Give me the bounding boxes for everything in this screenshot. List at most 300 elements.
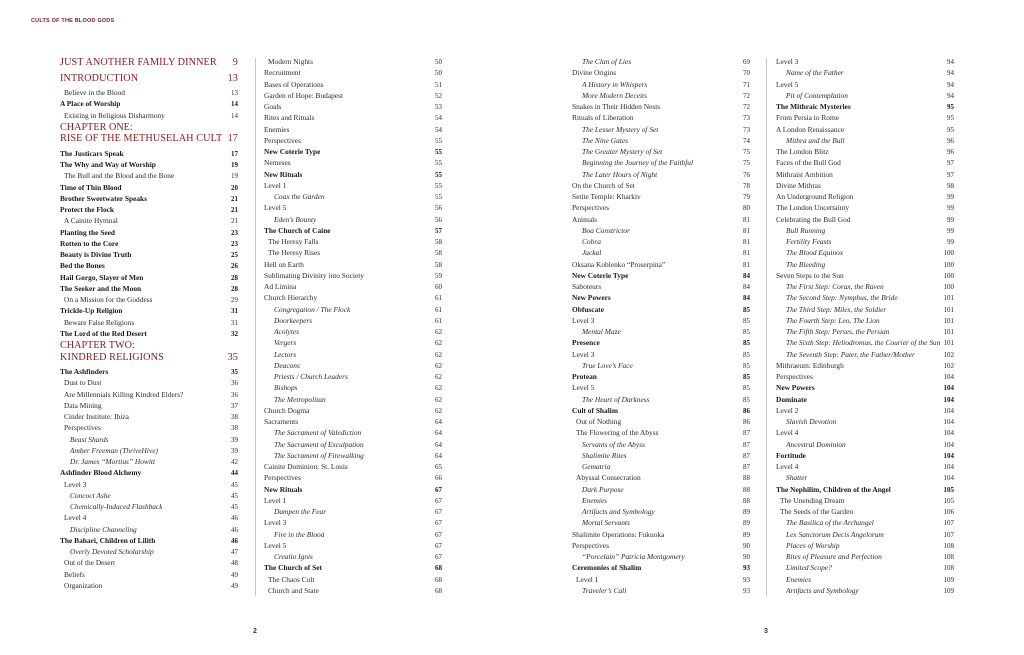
toc-entry-page: 73 xyxy=(743,114,750,123)
toc-entry xyxy=(572,451,750,462)
toc-entry-title: Time of Thin Blood xyxy=(60,182,122,192)
toc-entry xyxy=(572,226,750,237)
toc-entry xyxy=(264,125,442,136)
toc-entry-title: Eden’s Bounty xyxy=(274,214,317,224)
toc-entry-page: 94 xyxy=(947,69,954,78)
toc-entry-title: Beauty is Divine Truth xyxy=(60,250,132,259)
toc-entry-title: The Heresy Falls xyxy=(268,237,319,246)
toc-entry-page: 64 xyxy=(435,418,442,426)
toc-entry-title: Level 1 xyxy=(576,574,599,584)
toc-entry xyxy=(572,147,750,158)
toc-entry-title: New Powers xyxy=(776,383,815,393)
toc-entry xyxy=(60,390,238,401)
toc-entry xyxy=(60,446,238,457)
toc-entry xyxy=(264,372,442,383)
toc-entry-title: Seven Steps to the Sun xyxy=(776,270,844,280)
toc-entry-title: The Nephilim, Children of the Angel xyxy=(776,484,891,494)
toc-entry-title: Acolytes xyxy=(274,327,300,336)
toc-entry-page: 101 xyxy=(943,316,954,325)
toc-entry-title: Perspectives xyxy=(264,473,301,483)
toc-entry-page: 48 xyxy=(231,559,238,568)
toc-entry xyxy=(572,260,750,271)
toc-entry-page: 81 xyxy=(743,215,750,224)
toc-entry-title: The London Blitz xyxy=(776,147,829,156)
toc-entry-page: 56 xyxy=(435,215,442,224)
toc-entry-page: 17 xyxy=(227,133,238,145)
toc-entry xyxy=(264,113,442,124)
toc-entry-page: 101 xyxy=(943,328,954,336)
toc-entry-title: Cult of Shalim xyxy=(572,405,618,415)
toc-entry-page: 67 xyxy=(435,519,442,528)
toc-entry-page: 85 xyxy=(743,350,750,359)
toc-entry-title: Existing in Religious Disharmony xyxy=(64,110,165,120)
toc-entry-title: Divine Origins xyxy=(572,68,617,78)
toc-entry-title: The Unending Dream xyxy=(780,495,845,505)
toc-entry xyxy=(572,383,750,394)
toc-entry-title: Goals xyxy=(264,102,282,111)
toc-entry-title: Fertility Feasts xyxy=(786,237,832,246)
toc-entry-page: 64 xyxy=(435,451,442,460)
toc-entry-page: 37 xyxy=(231,401,238,410)
toc-entry-page: 14 xyxy=(231,100,238,109)
toc-entry-page: 87 xyxy=(743,440,750,449)
toc-entry-page: 21 xyxy=(231,206,238,214)
toc-entry xyxy=(776,383,954,394)
toc-entry-page: 104 xyxy=(943,384,954,393)
toc-entry-title: Level 1 xyxy=(264,495,287,505)
toc-entry-title: The Why and Way of Worship xyxy=(60,160,156,169)
toc-entry-page: 85 xyxy=(743,373,750,381)
toc-entry-page: 109 xyxy=(943,575,954,584)
toc-entry-title: The Mithraic Mysteries xyxy=(776,102,851,111)
toc-entry xyxy=(264,237,442,248)
toc-entry-page: 14 xyxy=(231,111,238,120)
toc-entry xyxy=(264,282,442,293)
toc-entry-title: Bull Running xyxy=(786,225,826,235)
toc-entry-title: Traveler’s Call xyxy=(582,585,627,595)
toc-entry-title: Trickle-Up Religion xyxy=(60,306,123,316)
toc-entry xyxy=(776,395,954,406)
toc-entry-title: Fire in the Blood xyxy=(274,529,325,539)
toc-entry xyxy=(60,547,238,558)
toc-entry-title: Coax the Garden xyxy=(274,192,325,201)
toc-entry-title: Level 1 xyxy=(264,180,287,190)
toc-entry-page: 90 xyxy=(743,553,750,561)
toc-entry xyxy=(264,68,442,79)
toc-entry xyxy=(572,518,750,529)
toc-entry-page: 96 xyxy=(947,148,954,156)
toc-entry xyxy=(572,428,750,439)
toc-entry-title: Creatio Ignis xyxy=(274,552,313,561)
toc-entry-page: 50 xyxy=(435,69,442,78)
toc-entry-title: Are Millennials Killing Kindred Elders? xyxy=(64,389,184,399)
toc-entry-title: The Bull and the Blood and the Bone xyxy=(64,171,175,181)
toc-entry-title: Level 3 xyxy=(64,479,87,489)
toc-entry xyxy=(776,507,954,518)
toc-entry-title: A London Renaissance xyxy=(776,124,845,134)
toc-entry-page: 58 xyxy=(435,260,442,269)
toc-entry-title: New Coterie Type xyxy=(572,270,629,280)
toc-entry-page: 65 xyxy=(435,463,442,471)
toc-entry-title: Boa Constrictor xyxy=(582,225,630,235)
toc-entry-title: Oksana Koblenko “Proserpina” xyxy=(572,259,666,269)
toc-entry-page: 25 xyxy=(231,251,238,259)
toc-entry-title: Mithraeum: Edinburgh xyxy=(776,360,844,370)
toc-entry-page: 13 xyxy=(227,72,238,84)
toc-entry-page: 101 xyxy=(943,339,954,348)
toc-entry-page: 104 xyxy=(943,373,954,381)
toc-entry-page: 61 xyxy=(435,294,442,303)
toc-entry xyxy=(60,329,238,340)
toc-entry-page: 104 xyxy=(943,440,954,449)
toc-entry-page: 94 xyxy=(947,58,954,66)
toc-entry-title: Ad Limina xyxy=(264,282,297,291)
toc-entry-title: Mortal Servants xyxy=(582,518,630,528)
toc-entry xyxy=(572,563,750,574)
toc-entry xyxy=(60,558,238,569)
toc-entry xyxy=(264,203,442,214)
toc-entry-title: The London Uncertainty xyxy=(776,203,850,213)
toc-entry-page: 89 xyxy=(743,530,750,539)
toc-entry-title: The Chaos Cult xyxy=(268,574,315,584)
toc-entry-title: Planting the Seed xyxy=(60,227,116,237)
toc-entry xyxy=(60,318,238,329)
toc-entry xyxy=(776,316,954,327)
toc-entry-title: Cainite Dominion: St. Louis xyxy=(264,462,348,471)
toc-entry-page: 104 xyxy=(943,451,954,460)
toc-entry-page: 45 xyxy=(231,503,238,511)
toc-entry-page: 88 xyxy=(743,496,750,505)
toc-entry-title: Setite Temple: Kharkiv xyxy=(572,192,641,201)
toc-entry-title: Mithra and the Bull xyxy=(786,135,845,145)
toc-entry xyxy=(60,502,238,513)
toc-entry xyxy=(60,194,238,205)
toc-entry-title: Modern Nights xyxy=(268,57,313,66)
toc-entry xyxy=(60,340,238,352)
toc-entry-page: 62 xyxy=(435,350,442,359)
toc-entry-page: 31 xyxy=(231,307,238,316)
toc-entry-title: Dominate xyxy=(776,394,807,404)
toc-entry-title: Level 5 xyxy=(572,383,595,393)
toc-entry-page: 81 xyxy=(743,226,750,235)
toc-entry-title: Level 4 xyxy=(776,428,799,438)
toc-entry-title: Believe in the Blood xyxy=(64,88,125,97)
toc-entry-page: 52 xyxy=(435,91,442,100)
toc-entry-title: The Ashfinders xyxy=(60,367,109,376)
toc-entry-page: 51 xyxy=(435,80,442,89)
toc-entry-title: Enemies xyxy=(264,124,290,134)
toc-entry-title: Bed the Bones xyxy=(60,261,105,271)
toc-entry-title: Priests / Church Leaders xyxy=(274,372,348,381)
toc-entry-page: 64 xyxy=(435,440,442,449)
toc-entry-title: Vergers xyxy=(274,338,297,348)
toc-entry xyxy=(60,205,238,216)
toc-entry-title: The Greater Mystery of Set xyxy=(582,147,663,156)
toc-entry xyxy=(572,316,750,327)
toc-entry-title: The Sacrament of Exculpation xyxy=(274,439,364,449)
toc-entry-page: 100 xyxy=(943,283,954,291)
toc-entry-page: 46 xyxy=(231,514,238,523)
toc-entry-title: Doorkeepers xyxy=(274,315,313,325)
toc-entry-page: 99 xyxy=(947,204,954,213)
toc-entry xyxy=(776,361,954,372)
toc-entry-page: 85 xyxy=(743,384,750,393)
toc-entry-page: 72 xyxy=(743,103,750,111)
toc-entry-title: Perspectives xyxy=(264,135,301,145)
toc-entry xyxy=(572,170,750,181)
toc-entry xyxy=(572,372,750,383)
toc-entry-page: 99 xyxy=(947,226,954,235)
toc-entry xyxy=(776,305,954,316)
toc-entry xyxy=(264,473,442,484)
toc-entry xyxy=(776,327,954,338)
toc-entry xyxy=(776,57,954,68)
toc-entry-page: 53 xyxy=(435,103,442,111)
toc-entry xyxy=(264,406,442,417)
toc-entry xyxy=(572,473,750,484)
toc-entry-page: 84 xyxy=(743,294,750,303)
toc-entry-page: 87 xyxy=(743,451,750,460)
toc-entry-title: More Modern Deceits xyxy=(582,90,647,100)
toc-entry-title: Level 3 xyxy=(776,57,799,66)
toc-entry-title: Shalimite Operations: Fukuoka xyxy=(572,529,665,539)
toc-entry xyxy=(264,451,442,462)
toc-entry-page: 85 xyxy=(743,328,750,336)
toc-entry-page: 93 xyxy=(743,575,750,584)
toc-entry xyxy=(776,406,954,417)
toc-entry xyxy=(572,406,750,417)
toc-entry xyxy=(60,468,238,479)
toc-entry-page: 62 xyxy=(435,395,442,404)
toc-entry-title: On the Church of Set xyxy=(572,180,635,190)
column-divider xyxy=(255,58,256,596)
toc-entry-page: 19 xyxy=(231,172,238,181)
toc-entry-title: Deacons xyxy=(274,360,300,370)
toc-entry-page: 55 xyxy=(435,181,442,190)
toc-entry xyxy=(264,552,442,563)
toc-entry xyxy=(572,327,750,338)
toc-entry-page: 49 xyxy=(231,581,238,590)
toc-entry xyxy=(776,282,954,293)
toc-entry-title: Lectors xyxy=(274,349,297,359)
toc-entry-title: The Lesser Mystery of Set xyxy=(582,124,659,134)
toc-entry-page: 39 xyxy=(231,446,238,455)
toc-entry xyxy=(60,216,238,227)
toc-entry-page: 85 xyxy=(743,316,750,325)
toc-entry xyxy=(60,423,238,434)
toc-entry-page: 104 xyxy=(943,406,954,415)
toc-entry xyxy=(776,237,954,248)
toc-entry xyxy=(264,271,442,282)
toc-entry-title: New Coterie Type xyxy=(264,147,321,156)
toc-entry-title: Level 3 xyxy=(264,518,287,528)
toc-entry-title: Out of Nothing xyxy=(576,417,622,426)
toc-entry-title: Nemeses xyxy=(264,158,291,168)
toc-entry-title: Mithraist Ambition xyxy=(776,169,833,179)
toc-entry xyxy=(776,102,954,113)
toc-entry-page: 47 xyxy=(231,548,238,556)
toc-entry-page: 86 xyxy=(743,418,750,426)
toc-entry xyxy=(60,306,238,317)
toc-entry-page: 75 xyxy=(743,148,750,156)
toc-entry-title: “Porcelain” Patricia Montgomery xyxy=(582,552,685,561)
toc-entry-page: 60 xyxy=(435,283,442,291)
toc-entry-title: Level 3 xyxy=(572,349,595,359)
toc-entry-title: Hell on Earth xyxy=(264,259,304,269)
toc-entry xyxy=(572,282,750,293)
toc-entry xyxy=(264,248,442,259)
toc-entry-title: Church and State xyxy=(268,585,319,595)
toc-entry xyxy=(776,147,954,158)
toc-entry xyxy=(572,305,750,316)
toc-entry-page: 74 xyxy=(743,136,750,145)
toc-entry-page: 67 xyxy=(435,485,442,494)
toc-entry-title: Limited Scope? xyxy=(786,563,832,573)
toc-entry xyxy=(572,350,750,361)
toc-entry-page: 100 xyxy=(943,260,954,269)
toc-entry xyxy=(572,530,750,541)
toc-entry xyxy=(572,552,750,563)
toc-entry-title: The Bleeding xyxy=(786,259,826,269)
toc-entry xyxy=(60,88,238,99)
toc-entry-title: Perspectives xyxy=(64,423,101,433)
toc-entry-page: 62 xyxy=(435,328,442,336)
toc-entry-page: 68 xyxy=(435,586,442,595)
toc-entry-title: Artifacts and Symbology xyxy=(582,507,655,516)
toc-entry-title: The Church of Set xyxy=(264,563,322,573)
toc-entry-title: Places of Worship xyxy=(786,540,840,550)
toc-entry-page: 62 xyxy=(435,339,442,348)
toc-entry xyxy=(60,536,238,547)
toc-entry-page: 101 xyxy=(943,305,954,314)
toc-entry xyxy=(776,226,954,237)
toc-entry-title: Recruitment xyxy=(264,68,301,78)
toc-entry-title: The Blood Equinox xyxy=(786,248,844,258)
toc-entry xyxy=(572,68,750,79)
toc-entry-title: The Sacrament of Firewalking xyxy=(274,450,364,460)
toc-entry-title: A Place of Worship xyxy=(60,99,121,109)
toc-entry-title: Beast Shards xyxy=(70,434,109,444)
toc-entry xyxy=(60,525,238,536)
toc-entry-page: 87 xyxy=(743,429,750,438)
toc-entry-title: Hail Gorgo, Slayer of Men xyxy=(60,272,144,282)
toc-entry-title: The Clan of Lies xyxy=(582,57,632,66)
toc-entry xyxy=(776,215,954,226)
toc-entry-page: 20 xyxy=(231,183,238,192)
toc-entry-page: 108 xyxy=(943,553,954,561)
toc-entry-title: Garden of Hope: Budapest xyxy=(264,90,344,100)
toc-entry xyxy=(572,215,750,226)
toc-entry xyxy=(776,113,954,124)
toc-entry-page: 62 xyxy=(435,361,442,370)
toc-entry xyxy=(264,260,442,271)
toc-entry-page: 56 xyxy=(435,204,442,213)
toc-entry xyxy=(572,575,750,586)
toc-entry-page: 44 xyxy=(231,469,238,478)
toc-column-3 xyxy=(572,57,750,597)
toc-entry xyxy=(572,248,750,259)
page-number-right: 3 xyxy=(764,628,768,635)
toc-entry-page: 81 xyxy=(743,249,750,258)
toc-entry-title: Jackal xyxy=(582,248,602,258)
toc-entry-title: Dark Purpose xyxy=(582,484,624,494)
toc-entry-page: 105 xyxy=(943,485,954,494)
toc-entry-page: 66 xyxy=(435,474,442,483)
toc-entry-page: 55 xyxy=(435,148,442,156)
toc-entry-title: Beliefs xyxy=(64,569,85,579)
toc-entry xyxy=(776,462,954,473)
toc-entry-page: 68 xyxy=(435,564,442,573)
toc-entry-title: A History in Whispers xyxy=(582,79,648,89)
toc-entry-title: Ancestral Dominion xyxy=(786,439,846,449)
toc-entry xyxy=(264,462,442,473)
toc-entry xyxy=(264,192,442,203)
toc-entry-page: 59 xyxy=(435,271,442,280)
toc-entry xyxy=(776,518,954,529)
toc-entry xyxy=(60,149,238,160)
toc-entry-title: New Rituals xyxy=(264,484,303,494)
toc-entry-page: 75 xyxy=(743,159,750,168)
toc-entry-title: Fortitude xyxy=(776,450,806,460)
toc-entry-title: The Flowering of the Abyss xyxy=(576,428,659,438)
toc-entry xyxy=(776,192,954,203)
toc-entry xyxy=(572,271,750,282)
toc-entry-page: 42 xyxy=(231,458,238,466)
toc-entry-title: KINDRED RELIGIONS xyxy=(60,351,164,363)
toc-entry xyxy=(264,80,442,91)
toc-entry-page: 88 xyxy=(743,474,750,483)
toc-entry-page: 58 xyxy=(435,238,442,246)
toc-entry xyxy=(264,136,442,147)
toc-entry xyxy=(776,530,954,541)
toc-entry-title: The Seventh Step: Pater, the Father/Mother xyxy=(786,349,915,359)
toc-entry-page: 109 xyxy=(943,586,954,595)
toc-column-1 xyxy=(60,57,238,592)
toc-entry-title: Level 5 xyxy=(264,540,287,550)
toc-entry xyxy=(60,491,238,502)
toc-entry xyxy=(264,327,442,338)
toc-entry xyxy=(60,183,238,194)
toc-entry-title: Mental Maze xyxy=(582,327,621,336)
toc-entry xyxy=(264,158,442,169)
toc-entry xyxy=(264,541,442,552)
toc-entry-page: 100 xyxy=(943,249,954,258)
toc-entry-page: 45 xyxy=(231,480,238,489)
toc-entry-title: Presence xyxy=(572,338,600,348)
toc-entry-title: Level 2 xyxy=(776,405,799,415)
toc-entry xyxy=(264,383,442,394)
toc-entry xyxy=(264,395,442,406)
page-number-left: 2 xyxy=(253,628,257,635)
toc-entry-page: 93 xyxy=(743,564,750,573)
toc-entry-title: Perspectives xyxy=(572,540,609,550)
toc-entry-page: 49 xyxy=(231,570,238,579)
toc-entry-page: 38 xyxy=(231,424,238,433)
toc-entry xyxy=(776,260,954,271)
toc-entry-page: 70 xyxy=(743,69,750,78)
toc-entry xyxy=(264,305,442,316)
toc-entry-title: Discipline Channeling xyxy=(70,524,137,534)
toc-entry-title: True Love’s Face xyxy=(582,360,633,370)
toc-entry xyxy=(60,435,238,446)
toc-entry xyxy=(572,507,750,518)
toc-entry-title: RISE OF THE METHUSELAH CULT xyxy=(60,133,223,145)
toc-entry xyxy=(264,440,442,451)
toc-entry-title: Protean xyxy=(572,372,597,381)
toc-entry xyxy=(264,215,442,226)
toc-entry xyxy=(264,575,442,586)
toc-entry xyxy=(264,507,442,518)
